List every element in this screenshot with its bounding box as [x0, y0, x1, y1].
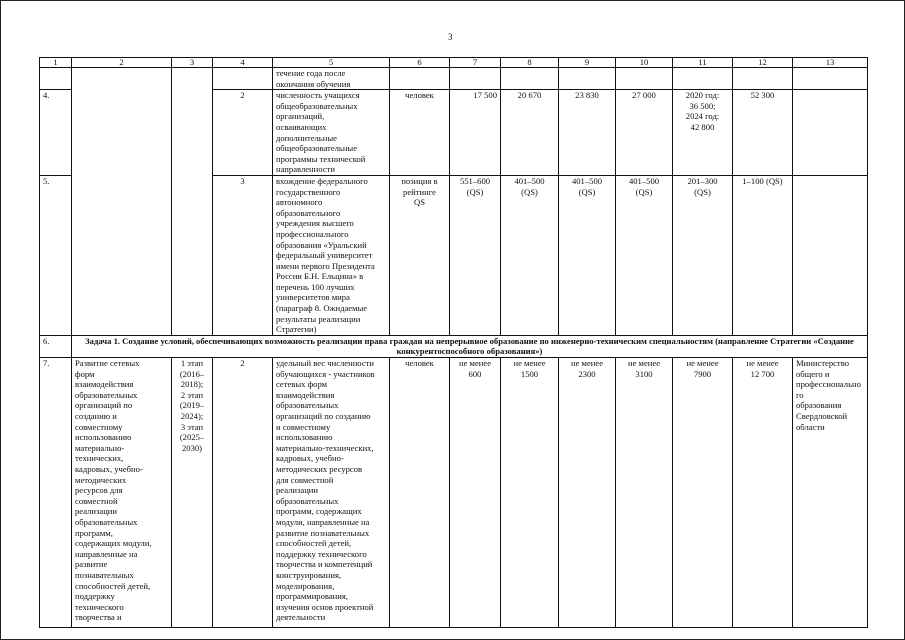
value-col12: 52 300	[733, 90, 793, 176]
header-cell: 5	[273, 58, 390, 68]
row-number: 5.	[40, 175, 72, 335]
header-cell: 4	[213, 58, 273, 68]
stages-text: 1 этап (2016– 2018); 2 этап (2019– 2024); 3 этап (2025– 2030)	[172, 358, 213, 628]
activity-cell-empty	[72, 68, 172, 336]
row-number: 4.	[40, 90, 72, 176]
value-col8: не менее 1500	[501, 358, 559, 628]
target-number: 2	[213, 90, 273, 176]
activity-text: Развитие сетевых форм взаимодействия образовательных организаций по созданию и совместному использованию материально- технических, кадровых, учебно- методических ресурсов для совместной реализации образовательных программ, содержащих модули, направленные на развитие познавательных способностей детей, поддержку технического творчества и	[72, 358, 172, 628]
value-col11: 201–300 (QS)	[673, 175, 733, 335]
unit-cell: человек	[390, 90, 450, 176]
unit-cell: позиция в рейтинге QS	[390, 175, 450, 335]
value-col7: не менее 600	[450, 358, 501, 628]
value-col11: 2020 год: 36 500; 2024 год: 42 800	[673, 90, 733, 176]
indicator-text: удельный вес численности обучающихся - участников сетевых форм взаимодействия образовательных организаций по созданию и совместному использованию материально-технических, кадровых, учебно- методических ресурсов для совместной реализации образовательных программ, содержащих модули, направленные на развитие познавательных способностей детей, поддержку технического творчества и компетенций конструирования, моделирования, программирования, изучения основ проектной деятельности	[273, 358, 390, 628]
indicators-table	[39, 57, 868, 628]
value-col8: 401–500 (QS)	[501, 175, 559, 335]
row-number: 6.	[40, 335, 72, 357]
header-cell: 3	[172, 58, 213, 68]
header-cell: 1	[40, 58, 72, 68]
header-cell: 6	[390, 58, 450, 68]
header-cell: 7	[450, 58, 501, 68]
task-row	[40, 335, 868, 357]
header-cell: 9	[559, 58, 616, 68]
value-col10: 27 000	[616, 90, 673, 176]
value-col9: 23 830	[559, 90, 616, 176]
table-header-row	[40, 58, 868, 68]
value-col8: 20 670	[501, 90, 559, 176]
value-col9: не менее 2300	[559, 358, 616, 628]
indicator-text: численность учащихся общеобразовательных организаций, осваивающих дополнительные общеобразовательные программы технической направленности	[273, 90, 390, 176]
indicator-text: течение года после окончания обучения	[273, 68, 390, 90]
value-col11: не менее 7900	[673, 358, 733, 628]
header-cell: 2	[72, 58, 172, 68]
header-cell: 11	[673, 58, 733, 68]
value-col12: 1–100 (QS)	[733, 175, 793, 335]
stages-cell-empty	[172, 68, 213, 336]
value-col10: не менее 3100	[616, 358, 673, 628]
row-number: 7.	[40, 358, 72, 628]
task-heading: Задача 1. Создание условий, обеспечивающих возможность реализации права граждан на непрерывное образование по инженерно-техническим специальностям (направление Стратегии «Создание конкурентоспособного образования»)	[72, 335, 868, 357]
header-cell: 13	[793, 58, 868, 68]
value-col10: 401–500 (QS)	[616, 175, 673, 335]
value-col9: 401–500 (QS)	[559, 175, 616, 335]
header-cell: 8	[501, 58, 559, 68]
header-cell: 12	[733, 58, 793, 68]
table-row	[40, 68, 868, 90]
value-2016: 17 500	[450, 90, 501, 176]
target-number: 3	[213, 175, 273, 335]
value-col12: не менее 12 700	[733, 358, 793, 628]
indicator-text: вхождение федерального государственного автономного образовательного учреждения высшего профессионального образования «Уральский федеральный университет имени первого Президента России Б.Н. Ельцина» в перечень 100 лучших университетов мира (параграф 8. Ожидаемые результаты реализации Стратегии)	[273, 175, 390, 335]
executor-text: Министерство общего и профессионального образования Свердловской области	[793, 358, 868, 628]
table-row	[40, 358, 868, 628]
header-cell: 10	[616, 58, 673, 68]
page-number: 3	[448, 32, 453, 42]
unit-cell: человек	[390, 358, 450, 628]
target-number: 2	[213, 358, 273, 628]
value-col7: 551–600 (QS)	[450, 175, 501, 335]
